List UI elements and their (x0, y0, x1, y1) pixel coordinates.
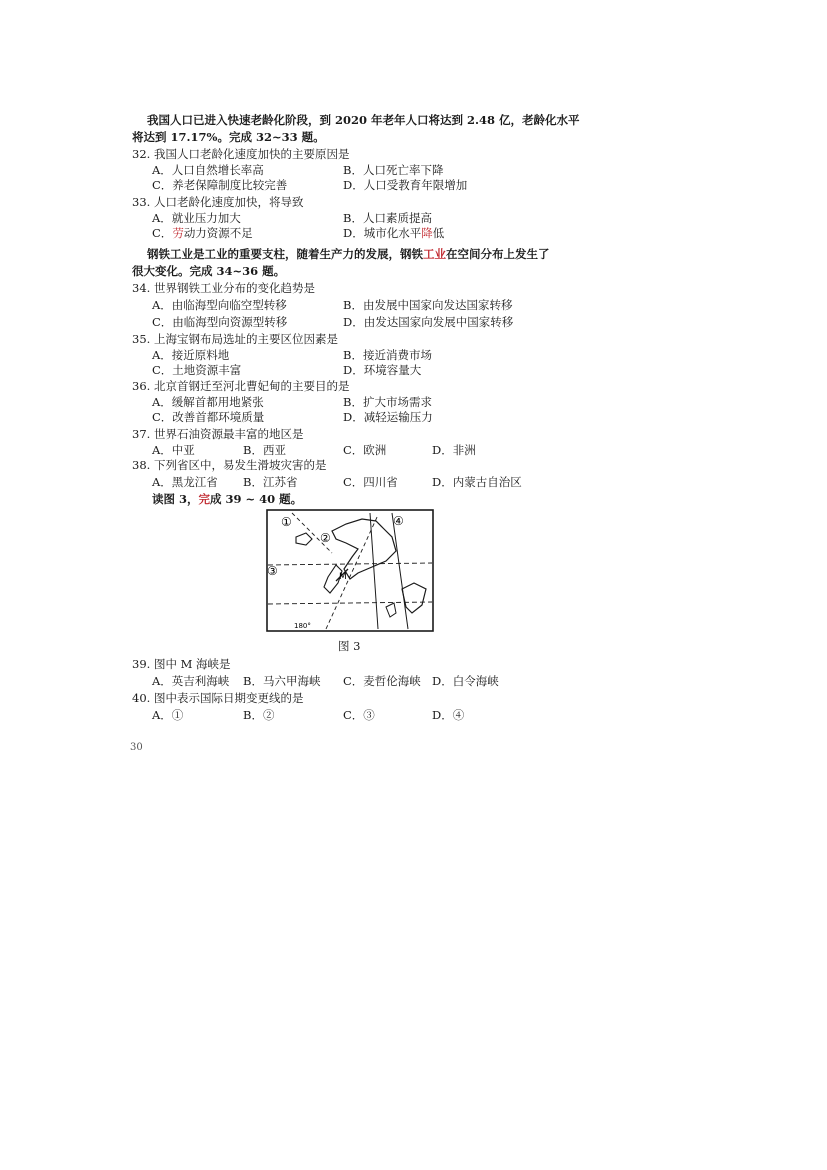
map-label-2: ② (320, 531, 331, 545)
q34-option-a[interactable]: A．由临海型向临空型转移 (152, 298, 287, 312)
map-label-longitude: 180° (294, 622, 311, 630)
q33-option-a[interactable]: A．就业压力加大 (152, 211, 241, 225)
passage-32-33-line2: 将达到 17.17%。完成 32~33 题。 (132, 130, 325, 144)
q36-option-d[interactable]: D．减轻运输压力 (343, 410, 433, 424)
map-label-4: ④ (393, 514, 404, 528)
q32-stem: 32. 我国人口老龄化速度加快的主要原因是 (132, 147, 350, 161)
q33-option-c-rest: 动力资源不足 (183, 226, 253, 240)
q32-option-a[interactable]: A．人口自然增长率高 (152, 163, 264, 177)
figure-3-map (266, 509, 434, 633)
q37-option-d[interactable]: D．非洲 (432, 443, 476, 457)
q33-option-b[interactable]: B．人口素质提高 (343, 211, 432, 225)
passage-39-40-rest: 成 39 ~ 40 题。 (210, 492, 303, 506)
q35-option-b[interactable]: B．接近消费市场 (343, 348, 432, 362)
passage-39-40-red-char: 完 (198, 492, 211, 506)
passage-34-36-line1-a: 钢铁工业是工业的重要支柱，随着生产力的发展，钢铁 (147, 247, 423, 261)
q33-option-c[interactable] (152, 226, 253, 240)
q36-option-a[interactable]: A．缓解首都用地紧张 (152, 395, 264, 409)
page-number: 30 (130, 742, 143, 753)
passage-34-36-red-text: 工业 (423, 247, 446, 261)
map-label-m: M (339, 572, 347, 582)
q33-option-d[interactable] (343, 226, 444, 240)
q39-option-a[interactable]: A．英吉利海峡 (152, 674, 230, 688)
passage-32-33-line1: 我国人口已进入快速老龄化阶段，到 2020 年老年人口将达到 2.48 亿，老龄化水平 (147, 113, 580, 127)
q33-option-d-prefix: D．城市化水平 (343, 226, 422, 240)
passage-34-36-line2: 很大变化。完成 34~36 题。 (132, 264, 286, 278)
q40-option-b[interactable]: B．② (243, 708, 275, 722)
passage-34-36-line1 (147, 247, 550, 261)
q36-stem: 36. 北京首钢迁至河北曹妃甸的主要目的是 (132, 379, 350, 393)
q40-stem: 40. 图中表示国际日期变更线的是 (132, 691, 304, 705)
q35-stem: 35. 上海宝钢布局选址的主要区位因素是 (132, 332, 338, 346)
q38-option-c[interactable]: C．四川省 (343, 475, 398, 489)
q33-option-c-red-char: 劳 (172, 226, 184, 240)
q39-option-b[interactable]: B．马六甲海峡 (243, 674, 321, 688)
q40-option-a[interactable]: A．① (152, 708, 184, 722)
map-label-3: ③ (267, 564, 278, 578)
q34-option-b[interactable]: B．由发展中国家向发达国家转移 (343, 298, 513, 312)
q36-option-c[interactable]: C．改善首都环境质量 (152, 410, 265, 424)
q37-option-b[interactable]: B．西亚 (243, 443, 286, 457)
q34-stem: 34. 世界钢铁工业分布的变化趋势是 (132, 281, 315, 295)
map-label-1: ① (281, 515, 292, 529)
passage-39-40 (152, 492, 302, 506)
q33-stem: 33. 人口老龄化速度加快，将导致 (132, 195, 304, 209)
passage-39-40-prefix: 读图 3， (152, 492, 199, 506)
q38-option-a[interactable]: A．黑龙江省 (152, 475, 218, 489)
q37-option-c[interactable]: C．欧洲 (343, 443, 387, 457)
passage-34-36-line1-b: 在空间分布上发生了 (446, 247, 550, 261)
q39-option-c[interactable]: C．麦哲伦海峡 (343, 674, 421, 688)
q33-option-d-red-char: 降 (421, 226, 433, 240)
q32-option-b[interactable]: B．人口死亡率下降 (343, 163, 444, 177)
q39-option-d[interactable]: D．白令海峡 (432, 674, 499, 688)
q36-option-b[interactable]: B．扩大市场需求 (343, 395, 432, 409)
q34-option-c[interactable]: C．由临海型向资源型转移 (152, 315, 288, 329)
q32-option-c[interactable]: C．养老保障制度比较完善 (152, 178, 288, 192)
q32-option-d[interactable]: D．人口受教育年限增加 (343, 178, 468, 192)
q38-stem: 38. 下列省区中，易发生滑坡灾害的是 (132, 458, 327, 472)
q39-stem: 39. 图中 M 海峡是 (132, 657, 231, 671)
q40-option-d[interactable]: D．④ (432, 708, 465, 722)
q34-option-d[interactable]: D．由发达国家向发展中国家转移 (343, 315, 514, 329)
q33-option-d-rest: 低 (432, 226, 445, 240)
q33-option-c-prefix: C． (152, 226, 173, 240)
q35-option-c[interactable]: C．土地资源丰富 (152, 363, 242, 377)
q35-option-a[interactable]: A．接近原料地 (152, 348, 230, 362)
q37-stem: 37. 世界石油资源最丰富的地区是 (132, 427, 304, 441)
figure-3-caption: 图 3 (338, 639, 361, 653)
q40-option-c[interactable]: C．③ (343, 708, 375, 722)
q38-option-d[interactable]: D．内蒙古自治区 (432, 475, 522, 489)
q38-option-b[interactable]: B．江苏省 (243, 475, 298, 489)
q35-option-d[interactable]: D．环境容量大 (343, 363, 422, 377)
q37-option-a[interactable]: A．中亚 (152, 443, 195, 457)
map-frame (267, 510, 433, 631)
